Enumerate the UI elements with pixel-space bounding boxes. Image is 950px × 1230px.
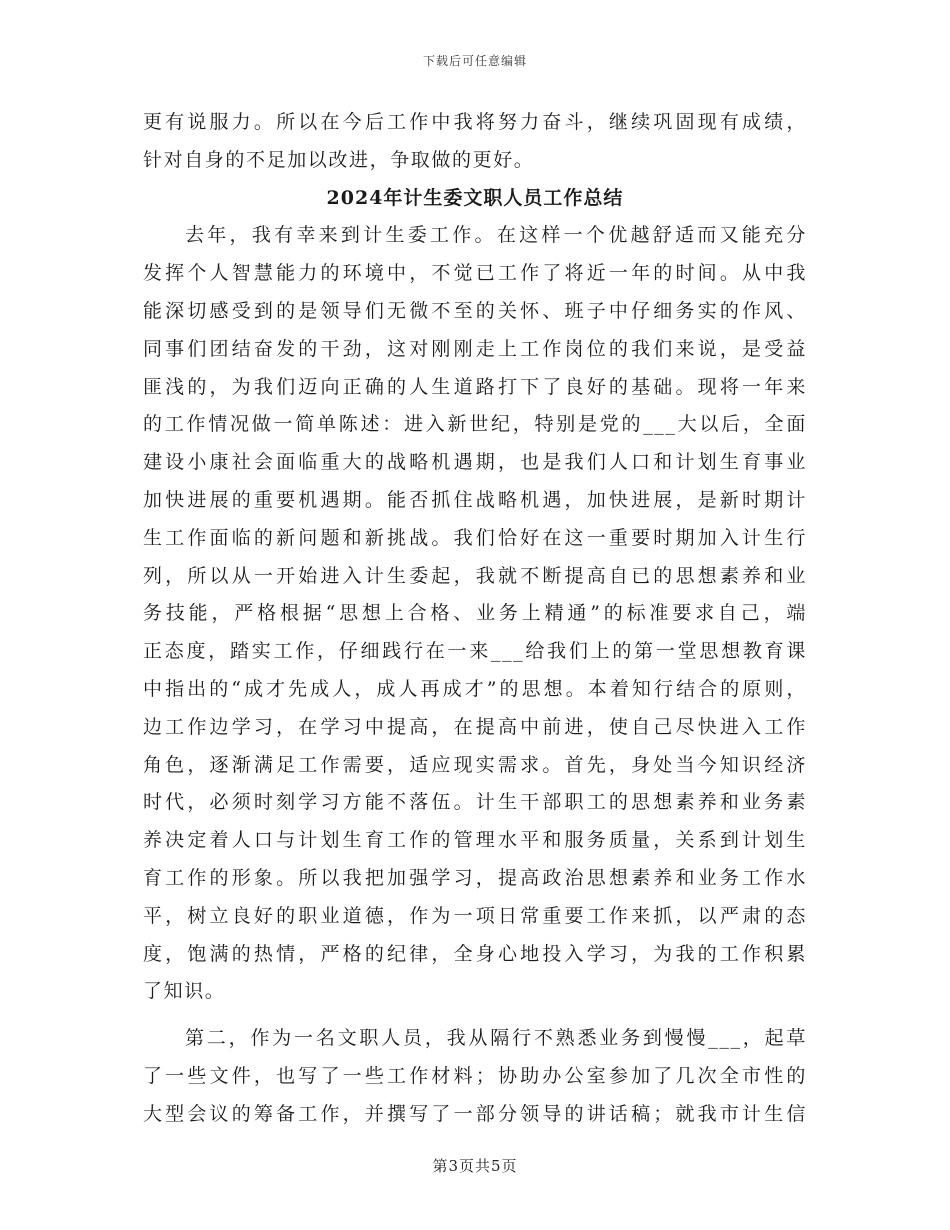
document-title: 2024年计生委文职人员工作总结 (326, 186, 624, 209)
paragraph-line: 建设小康社会面临重大的战略机遇期，也是我们人口和计划生育事业 (143, 451, 807, 474)
page-footer: 第3页共5页 (432, 1157, 518, 1175)
paragraph-line: 加快进展的重要机遇期。能否抓住战略机遇，加快进展，是新时期计 (143, 488, 807, 511)
paragraph-line: 同事们团结奋发的干劲，这对刚刚走上工作岗位的我们来说，是受益 (143, 337, 807, 360)
paragraph-line: 发挥个人智慧能力的环境中，不觉已工作了将近一年的时间。从中我 (143, 262, 807, 285)
paragraph-line: 边工作边学习，在学习中提高，在提高中前进，使自己尽快进入工作 (143, 715, 807, 738)
paragraph-line: 能深切感受到的是领导们无微不至的关怀、班子中仔细务实的作风、 (143, 299, 807, 322)
document-body (143, 104, 807, 1134)
paragraph-line: 度，饱满的热情，严格的纪律，全身心地投入学习，为我的工作积累 (143, 942, 807, 965)
paragraph-line: 角色，逐渐满足工作需要，适应现实需求。首先，身处当今知识经济 (143, 753, 807, 776)
paragraph-gap (143, 1011, 807, 1020)
paragraph-line: 平，树立良好的职业道德，作为一项日常重要工作来抓，以严肃的态 (143, 904, 807, 927)
paragraph-line: 务技能，严格根据“思想上合格、业务上精通”的标准要求自己，端 (143, 602, 807, 625)
paragraph-line: 中指出的“成才先成人，成人再成才”的思想。本着知行结合的原则， (143, 677, 807, 700)
paragraph-line: 匪浅的，为我们迈向正确的人生道路打下了良好的基础。现将一年来 (143, 375, 807, 398)
intro-line: 针对自身的不足加以改进，争取做的更好。 (143, 148, 535, 171)
paragraph-line: 生工作面临的新问题和新挑战。我们恰好在这一重要时期加入计生行 (143, 526, 807, 549)
paragraph-line: 了知识。 (143, 980, 226, 1003)
paragraph-line: 正态度，踏实工作，仔细践行在一来___给我们上的第一堂思想教育课 (143, 640, 807, 663)
paragraph-line: 去年，我有幸来到计生委工作。在这样一个优越舒适而又能充分 (185, 224, 807, 247)
paragraph-1 (143, 217, 807, 1011)
paragraph-line: 大型会议的筹备工作，并撰写了一部分领导的讲话稿；就我市计生信 (143, 1102, 807, 1125)
paragraph-line: 了一些文件，也写了一些工作材料；协助办公室参加了几次全市性的 (143, 1064, 807, 1087)
paragraph-line: 育工作的形象。所以我把加强学习，提高政治思想素养和业务工作水 (143, 866, 807, 889)
paragraph-line: 列，所以从一开始进入计生委起，我就不断提高自已的思想素养和业 (143, 564, 807, 587)
paragraph-2 (143, 1020, 807, 1133)
paragraph-line: 时代，必须时刻学习方能不落伍。计生干部职工的思想素养和业务素 (143, 791, 807, 814)
paragraph-line: 的工作情况做一简单陈述：进入新世纪，特别是党的___大以后，全面 (143, 413, 807, 436)
intro-line: 更有说服力。所以在今后工作中我将努力奋斗，继续巩固现有成绩， (143, 111, 807, 133)
page-header: 下载后可任意编辑 (422, 54, 527, 68)
paragraph-line: 养决定着人口与计划生育工作的管理水平和服务质量，关系到计划生 (143, 829, 807, 852)
paragraph-line: 第二，作为一名文职人员，我从隔行不熟悉业务到慢慢___，起草 (185, 1027, 807, 1050)
